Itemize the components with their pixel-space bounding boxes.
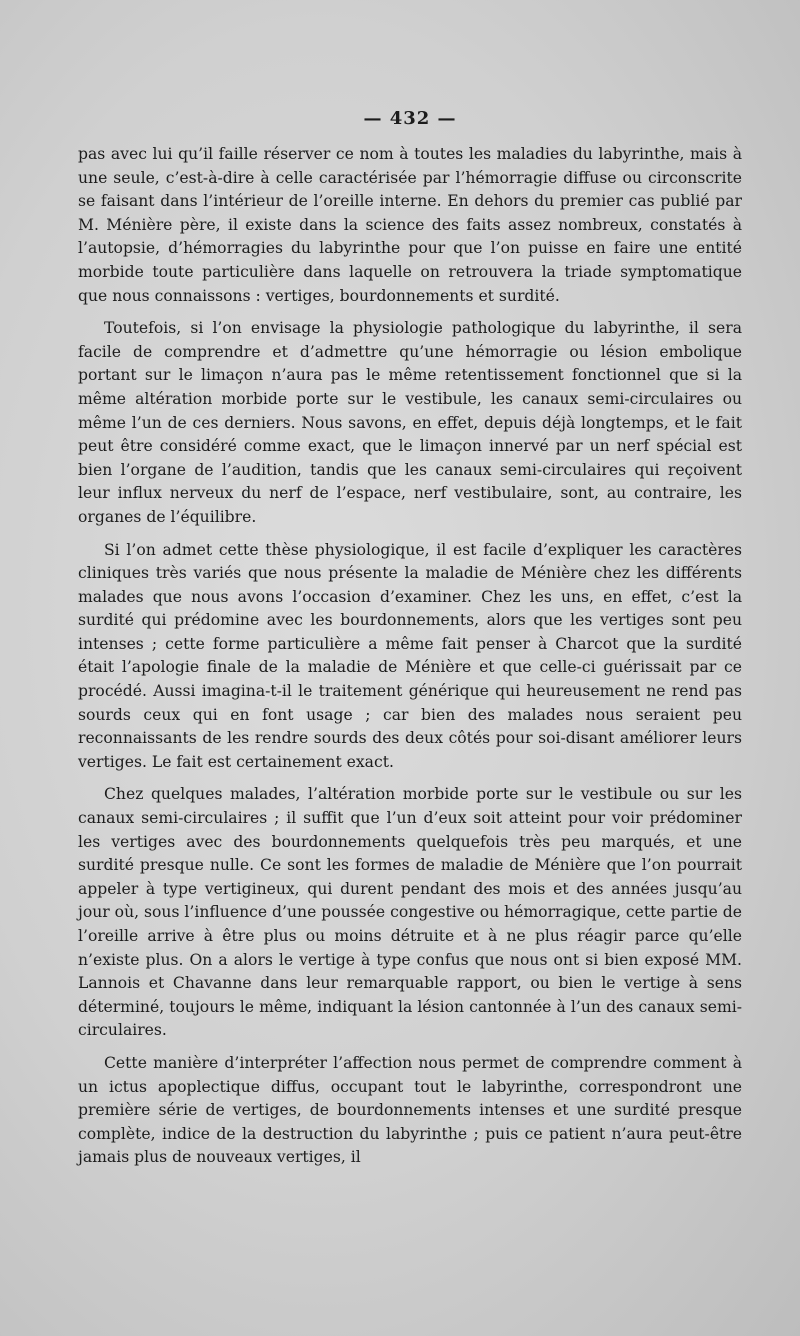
paragraph-3: Si l’on admet cette thèse physiologique, il est facile d’expliquer les caractères cliniques très variés que nous présente la maladie de Ménière chez les différents malades que nous avons l’occasion d’examiner. Chez les uns, en effet, c’est la surdité qui prédomine avec les bourdonnements, alors que les vertiges sont peu intenses ; cette forme particulière a même fait penser à Charcot que la surdité était l’apologie finale de la maladie de Ménière et que celle-ci guérissait par ce procédé. Aussi imagina-t-il le traitement générique qui heureusement ne rend pas sourds ceux qui en font usage ; car bien des malades nous seraient peu reconnaissants de les rendre sourds des deux côtés pour soi-disant améliorer leurs vertiges. Le fait est certainement exact. <box>78 540 742 771</box>
paragraph-4: Chez quelques malades, l’altération morbide porte sur le vestibule ou sur les canaux semi-circulaires ; il suffit que l’un d’eux soit atteint pour voir prédominer les vertiges avec des bourdonnements quelquefois très peu marqués, et une surdité presque nulle. Ce sont les formes de maladie de Ménière que l’on pourrait appeler à type vertigineux, qui durent pendant des mois et des années jusqu’au jour où, sous l’influence d’une poussée congestive ou hémorragique, cette partie de l’oreille arrive à être plus ou moins détruite et à ne plus réagir parce qu’elle n’existe plus. On a alors le vertige à type confus que nous ont si bien exposé MM. Lannois et Chavanne dans leur remarquable rapport, ou bien le vertige à sens déterminé, toujours le même, indiquant la lésion cantonnée à l’un des canaux semi-circulaires. <box>78 785 742 1040</box>
page-number: — 432 — <box>363 108 457 129</box>
paragraph-1: pas avec lui qu’il faille réserver ce nom à toutes les maladies du labyrinthe, mais à une seule, c’est-à-dire à celle caractérisée par l’hémorragie diffuse ou circonscrite se faisant dans l’intérieur de l’oreille interne. En dehors du premier cas publié par M. Ménière père, il existe dans la science des faits assez nombreux, constatés à l’autopsie, d’hémorragies du labyrinthe pour que l’on puisse en faire une entité morbide toute particulière dans laquelle on retrouvera la triade symptomatique que nous connaissons : vertiges, bourdonnements et surdité. <box>78 145 742 305</box>
paragraph-5: Cette manière d’interpréter l’affection nous permet de comprendre comment à un ictus apoplectique diffus, occupant tout le labyrinthe, correspondront une première série de vertiges, de bourdonnements intenses et une surdité presque complète, indice de la destruction du labyrinthe ; puis ce patient n’aura peut-être jamais plus de nouveaux vertiges, il <box>78 1053 742 1167</box>
book-page <box>78 108 742 1179</box>
paragraph-2: Toutefois, si l’on envisage la physiologie pathologique du labyrinthe, il sera facile de comprendre et d’admettre qu’une hémorragie ou lésion embolique portant sur le limaçon n’aura pas le même retentissement fonctionnel que si la même altération morbide porte sur le vestibule, les canaux semi-circulaires ou même l’un de ces derniers. Nous savons, en effet, depuis déjà longtemps, et le fait peut être considéré comme exact, que le limaçon innervé par un nerf spécial est bien l’organe de l’audition, tandis que les canaux semi-circulaires qui reçoivent leur influx nerveux du nerf de l’espace, nerf vestibulaire, sont, au contraire, les organes de l’équilibre. <box>78 319 742 526</box>
